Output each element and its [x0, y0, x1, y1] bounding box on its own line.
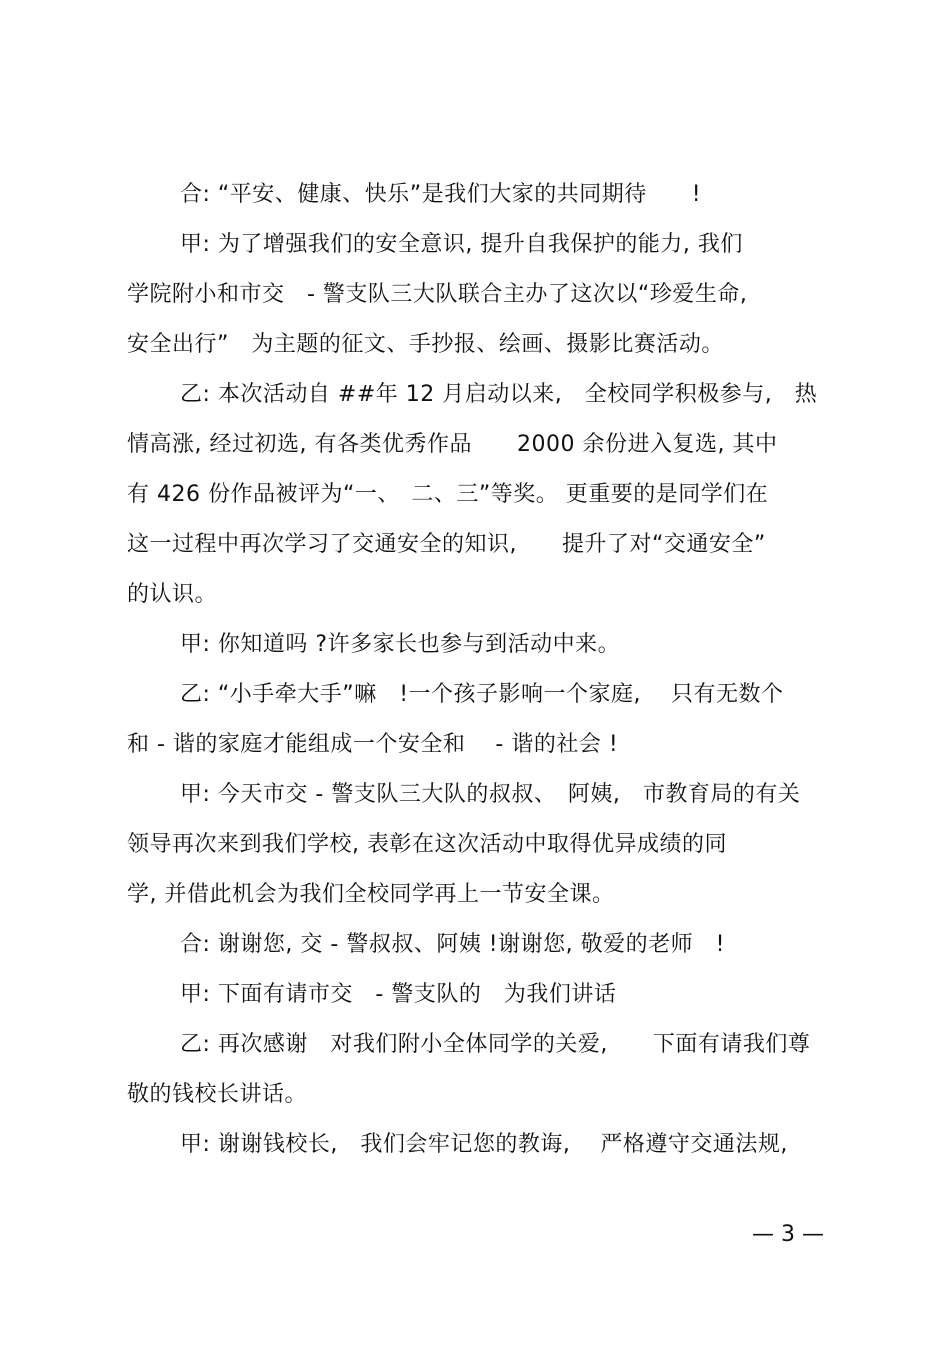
- text-line-3: 学院附小和市交 - 警支队三大队联合主办了这次以“珍爱生命,: [127, 282, 748, 307]
- text-line-7: 有 426 份作品被评为“一、 二、三”等奖。 更重要的是同学们在: [127, 482, 769, 507]
- text-line-5: 乙: 本次活动自 ##年 12 月启动以来, 全校同学积极参与, 热: [180, 382, 818, 407]
- text-line-20: 甲: 谢谢钱校长, 我们会牢记您的教诲, 严格遵守交通法规,: [180, 1132, 788, 1157]
- text-line-4: 安全出行” 为主题的征文、手抄报、绘画、摄影比赛活动。: [127, 332, 724, 357]
- page-number: — 3 —: [752, 1222, 824, 1247]
- text-line-11: 乙: “小手牵大手”嘛 !一个孩子影响一个家庭, 只有无数个: [180, 682, 784, 707]
- text-line-14: 领导再次来到我们学校, 表彰在这次活动中取得优异成绩的同: [127, 832, 727, 857]
- text-line-10: 甲: 你知道吗 ?许多家长也参与到活动中来。: [180, 632, 621, 657]
- text-line-15: 学, 并借此机会为我们全校同学再上一节安全课。: [127, 882, 615, 907]
- text-line-6: 情高涨, 经过初选, 有各类优秀作品 2000 余份进入复选, 其中: [127, 432, 778, 457]
- text-line-9: 的认识。: [127, 582, 218, 607]
- text-line-19: 敬的钱校长讲话。: [127, 1082, 308, 1107]
- text-line-17: 甲: 下面有请市交 - 警支队的 为我们讲话: [180, 982, 617, 1007]
- text-line-16: 合: 谢谢您, 交 - 警叔叔、阿姨 !谢谢您, 敬爱的老师 !: [180, 932, 725, 957]
- text-line-12: 和 - 谐的家庭才能组成一个安全和 - 谐的社会 !: [127, 732, 619, 757]
- text-line-8: 这一过程中再次学习了交通安全的知识, 提升了对“交通安全”: [127, 532, 766, 557]
- text-line-13: 甲: 今天市交 - 警支队三大队的叔叔、 阿姨, 市教育局的有关: [180, 782, 801, 807]
- text-line-18: 乙: 再次感谢 对我们附小全体同学的关爱, 下面有请我们尊: [180, 1032, 811, 1057]
- text-line-1: 合: “平安、健康、快乐”是我们大家的共同期待 !: [180, 182, 702, 207]
- text-line-2: 甲: 为了增强我们的安全意识, 提升自我保护的能力, 我们: [180, 232, 743, 257]
